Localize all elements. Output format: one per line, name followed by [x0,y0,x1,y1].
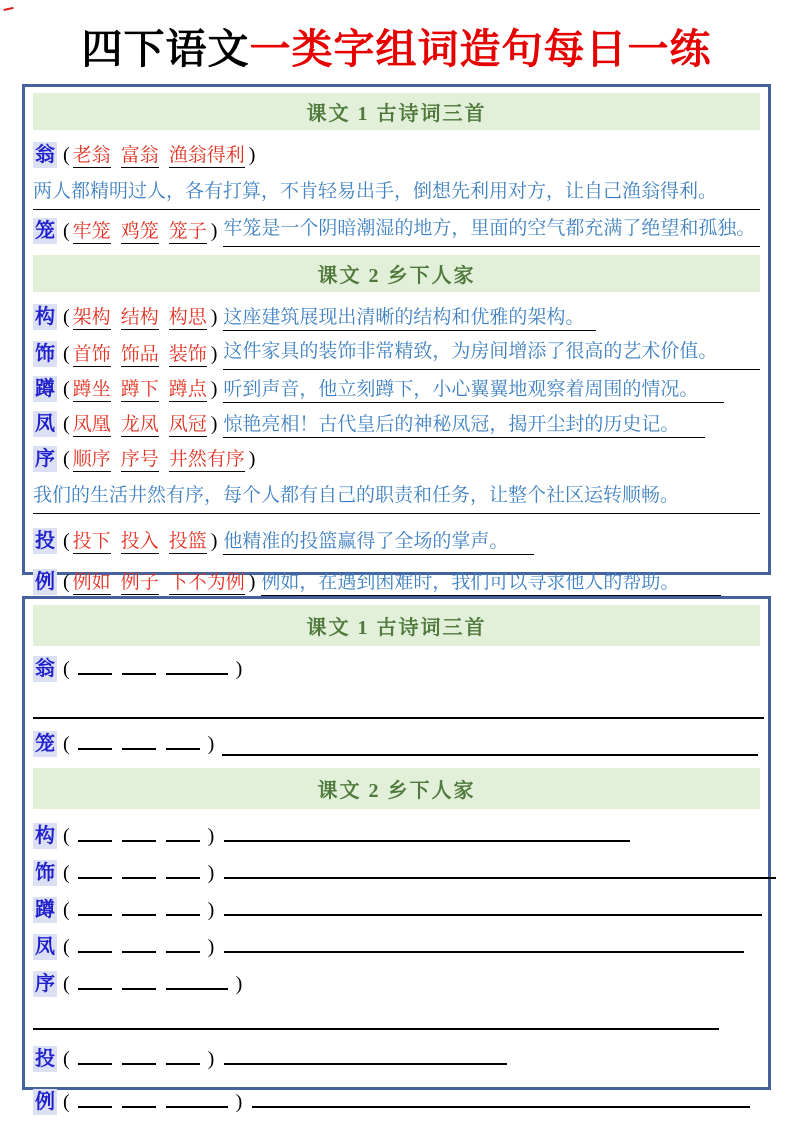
paren-close: ) [210,220,218,242]
example-sentence: 这件家具的装饰非常精致，为房间增添了很高的艺术价值。 [223,341,718,362]
paren-open: ( [63,530,70,552]
paren-open: ( [63,1091,70,1113]
blank-entry-long [33,729,760,760]
word-item: 凤凰 [72,414,111,435]
paren-close: ) [210,530,218,552]
paren-open: ( [63,343,70,365]
sentence-underline [33,177,760,210]
word-blank[interactable] [166,659,228,675]
word-blank[interactable] [78,734,112,750]
blank-entry-feng [33,932,760,963]
word-item: 构思 [168,307,207,328]
section1-header: 课文 1 古诗词三首 [33,93,760,130]
sentence-blank-line[interactable] [224,863,776,879]
section1-header: 课文 1 古诗词三首 [33,605,760,646]
word-blank[interactable] [122,1049,156,1065]
blank-entry-shi [33,858,760,889]
paren-close: ) [207,825,215,847]
target-char-xu: 序 [35,448,55,470]
word-item: 蹲下 [120,379,159,400]
word-item: 例子 [120,572,159,593]
paren-close: ) [235,973,243,995]
target-char-shi: 饰 [35,862,55,884]
sentence-underline [223,214,760,247]
target-char-shi: 饰 [35,343,55,365]
word-blank[interactable] [78,1092,112,1108]
paren-close: ) [235,1091,243,1113]
target-char-feng: 凤 [35,413,55,435]
target-char-feng: 凤 [35,936,55,958]
target-char-tou: 投 [35,1048,55,1070]
word-item: 例如 [72,572,111,593]
example-sentence: 惊艳亮相！古代皇后的神秘凤冠，揭开尘封的历史记。 [223,414,705,438]
word-item: 蹲坐 [72,379,111,400]
paren-open: ( [63,571,70,593]
example-sentence: 听到声音，他立刻蹲下，小心翼翼地观察着周围的情况。 [223,379,724,403]
worksheet-box-filled [22,84,771,593]
worksheet-box-blank [22,596,771,1113]
blank-entry-dun [33,895,760,926]
sentence-blank-line[interactable] [224,826,630,842]
word-blank[interactable] [166,974,228,990]
word-item: 架构 [72,307,111,328]
entry-li [33,567,760,598]
word-blank[interactable] [122,974,156,990]
example-sentence: 两人都精明过人，各有打算，不肯轻易出手，倒想先利用对方，让自己渔翁得利。 [33,181,718,202]
word-blank[interactable] [122,1092,156,1108]
word-item: 结构 [120,307,159,328]
paren-close: ) [210,306,218,328]
word-item: 顺序 [72,449,111,470]
target-char-li: 例 [35,1091,55,1113]
paren-open: ( [63,936,70,958]
word-blank[interactable] [166,1049,200,1065]
sentence-blank-line[interactable] [252,1092,750,1108]
entry-feng [33,409,760,440]
sentence-blank-line[interactable] [224,900,762,916]
word-blank[interactable] [78,900,112,916]
paren-open: ( [63,378,70,400]
word-blank[interactable] [122,659,156,675]
example-sentence: 例如，在遇到困难时，我们可以寻求他人的帮助。 [261,572,721,596]
section2-header: 课文 2 乡下人家 [33,768,760,809]
page-title-prefix: 四下语文 [81,26,250,72]
paren-close: ) [207,899,215,921]
entry-weng-sentence-row [33,177,760,210]
word-blank[interactable] [78,974,112,990]
word-item: 下不为例 [168,572,245,593]
sentence-blank-line[interactable] [33,1026,719,1030]
entry-shi-lead [33,339,217,370]
target-char-weng: 翁 [35,144,55,166]
paren-open: ( [63,658,70,680]
word-item: 凤冠 [168,414,207,435]
word-item: 渔翁得利 [168,145,245,166]
word-item: 老翁 [72,145,111,166]
word-blank[interactable] [166,826,200,842]
paren-open: ( [63,1048,70,1070]
target-char-gou: 构 [35,825,55,847]
target-char-long: 笼 [35,733,55,755]
word-item: 饰品 [120,344,159,365]
paren-close: ) [210,413,218,435]
word-blank[interactable] [78,659,112,675]
target-char-dun: 蹲 [35,899,55,921]
example-sentence: 牢笼是一个阴暗潮湿的地方，里面的空气都充满了绝望和孤独。 [223,218,756,239]
word-item: 牢笼 [72,221,111,242]
entry-shi [33,337,760,370]
target-char-weng: 翁 [35,658,55,680]
blank-entry-long-lead [33,729,214,760]
paren-open: ( [63,413,70,435]
word-blank[interactable] [166,863,200,879]
word-blank[interactable] [122,734,156,750]
word-blank[interactable] [122,863,156,879]
word-item: 序号 [120,449,159,470]
blank-entry-li [33,1087,760,1118]
word-blank[interactable] [122,900,156,916]
word-blank[interactable] [78,1049,112,1065]
sentence-blank-line[interactable] [33,715,764,719]
word-item: 投入 [120,531,159,552]
paren-close: ) [235,658,243,680]
sentence-blank-line[interactable] [222,740,758,756]
word-blank[interactable] [166,1092,228,1108]
example-sentence: 这座建筑展现出清晰的结构和优雅的架构。 [223,307,596,331]
word-blank[interactable] [122,826,156,842]
sentence-blank-line[interactable] [224,937,744,953]
paren-open: ( [63,733,70,755]
target-char-li: 例 [35,571,55,593]
paren-close: ) [210,378,218,400]
target-char-dun: 蹲 [35,378,55,400]
page-title [0,0,793,75]
section2-header: 课文 2 乡下人家 [33,255,760,292]
entry-tou [33,526,760,557]
blank-entry-weng [33,654,760,685]
sentence-underline [33,481,760,514]
word-blank[interactable] [122,937,156,953]
target-char-long: 笼 [35,220,55,242]
paren-close: ) [207,862,215,884]
paren-open: ( [63,899,70,921]
paren-close: ) [210,343,218,365]
sentence-blank-line[interactable] [224,1049,507,1065]
word-item: 富翁 [120,145,159,166]
entry-xu-words [33,444,760,475]
entry-gou [33,302,760,333]
entry-weng-words [33,140,760,171]
paren-close: ) [207,936,215,958]
example-sentence: 他精准的投篮赢得了全场的掌声。 [223,531,534,555]
word-item: 首饰 [72,344,111,365]
word-item: 投下 [72,531,111,552]
word-blank[interactable] [78,937,112,953]
paren-close: ) [248,144,256,166]
paren-close: ) [248,448,256,470]
target-char-tou: 投 [35,530,55,552]
example-sentence: 我们的生活井然有序，每个人都有自己的职责和任务，让整个社区运转顺畅。 [33,485,680,506]
paren-close: ) [207,1048,215,1070]
word-blank[interactable] [166,937,200,953]
target-char-xu: 序 [35,973,55,995]
word-item: 投篮 [168,531,207,552]
word-blank[interactable] [78,863,112,879]
paren-close: ) [207,733,215,755]
paren-close: ) [248,571,256,593]
paren-open: ( [63,825,70,847]
word-blank[interactable] [166,900,200,916]
entry-long [33,214,760,247]
blank-entry-tou [33,1044,760,1075]
word-item: 鸡笼 [120,221,159,242]
paren-open: ( [63,448,70,470]
page-title-main: 一类字组词造句每日一练 [249,26,712,72]
word-item: 装饰 [168,344,207,365]
blank-entry-gou [33,821,760,852]
word-blank[interactable] [166,734,200,750]
target-char-gou: 构 [35,306,55,328]
entry-xu-sentence-row [33,481,760,514]
paren-open: ( [63,306,70,328]
paren-open: ( [63,862,70,884]
paren-open: ( [63,973,70,995]
word-blank[interactable] [78,826,112,842]
entry-long-lead [33,216,217,247]
word-item: 井然有序 [168,449,245,470]
word-item: 笼子 [168,221,207,242]
blank-entry-xu [33,969,760,1000]
word-item: 蹲点 [168,379,207,400]
sentence-underline [223,337,760,370]
entry-dun [33,374,760,405]
word-item: 龙凤 [120,414,159,435]
paren-open: ( [63,144,70,166]
paren-open: ( [63,220,70,242]
